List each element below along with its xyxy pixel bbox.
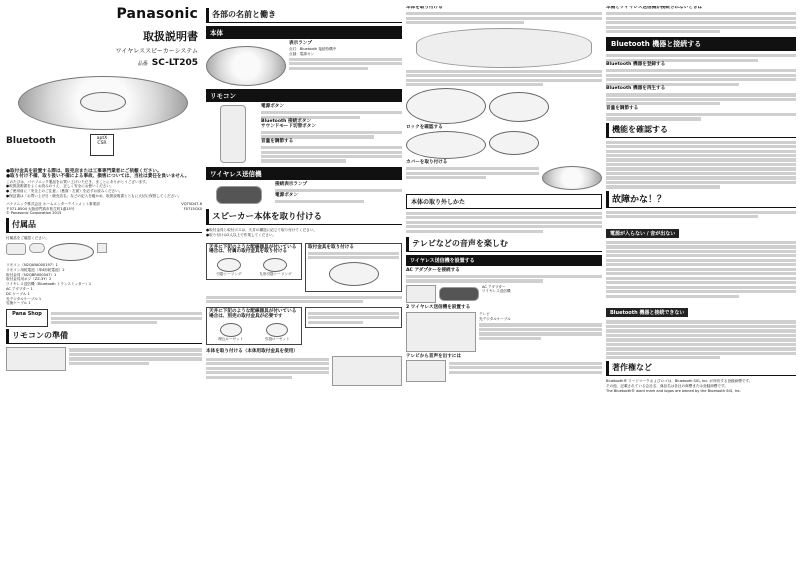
ceiling-fitting-icon bbox=[266, 323, 288, 337]
connection-label: テレビ bbox=[479, 312, 490, 317]
connect-heading: テレビなどの音声を楽しむ bbox=[406, 237, 602, 252]
fitting-type: 引掛ローゼット bbox=[264, 336, 290, 341]
transmitter-icon bbox=[439, 287, 479, 301]
remote-prep-heading: リモコンの準備 bbox=[6, 329, 202, 344]
main-unit-block bbox=[206, 42, 402, 86]
remote-icon bbox=[6, 243, 26, 255]
bt-sub-heading: 本機とワイヤレス送信機が接続されないときは bbox=[606, 6, 703, 10]
accessory-item: 光デジタルケーブル 1 bbox=[6, 296, 42, 301]
company-name: パナソニック株式会社 ホームエンターテインメント事業部 bbox=[6, 201, 100, 206]
tv-audio-heading: テレビから音声を出すには bbox=[406, 354, 462, 360]
main-unit-heading: 本体 bbox=[206, 26, 402, 39]
step-4-title: ロックを確認する bbox=[406, 125, 443, 131]
speaker-install-illustration bbox=[332, 356, 402, 386]
cover-illustration bbox=[542, 166, 602, 190]
remote-label: 電源ボタン bbox=[261, 104, 284, 109]
remote-label: サウンドモード切替ボタン bbox=[261, 123, 316, 129]
accessory-item: リモコン（N2QAYA000197）1 bbox=[6, 262, 58, 267]
install-caution-text bbox=[206, 296, 402, 304]
panashop-logo: Pana Shop bbox=[6, 309, 48, 327]
tv-icon bbox=[406, 360, 446, 382]
notice-5: ●ご使用前に「安全上のご注意」（裏面・左面）を必ずお読みください。 bbox=[6, 189, 123, 194]
connect-sub-heading-1: ワイヤレス送信機を設置する bbox=[406, 255, 602, 266]
copyright-line: その他、記載されている会社名、商品名は各社の商標または登録商標です。 bbox=[606, 384, 728, 389]
install-note: ●取り付けは2人以上で作業してください。 bbox=[206, 232, 277, 237]
accessories-heading: 付属品 bbox=[6, 218, 202, 233]
connect-sub-heading-3: 2 ワイヤレス送信機を設置する bbox=[406, 304, 471, 310]
parts-heading: 各部の名前と働き bbox=[206, 8, 402, 23]
notice-3: このたびは、パナソニック製品をお買い上げいただき、まことにありがとうございます。 bbox=[6, 179, 150, 184]
doc-subtitle: ワイヤレススピーカーシステム bbox=[115, 48, 198, 55]
transmitter-label: 電源ボタン bbox=[275, 192, 298, 198]
alt-box bbox=[305, 307, 402, 328]
panashop-block bbox=[6, 309, 202, 327]
lock-illustrations bbox=[406, 88, 602, 124]
install-note: ●取付金具と取付ボスは、天井の構造に応じて取り付けてください。 bbox=[206, 227, 317, 232]
transmitter-heading: ワイヤレス送信機 bbox=[206, 167, 402, 180]
fitting-type: 埋込ローゼット bbox=[218, 336, 244, 341]
remote-prep-content bbox=[6, 347, 202, 371]
step-2-title: 本体を取り付ける（本体用取付金具を使用） bbox=[206, 348, 298, 354]
notice-6: ●保証書は「お買い上げ日・販売店名」などの記入を確かめ、取扱説明書とともに大切に保管してください。 bbox=[6, 193, 182, 198]
step-5-block bbox=[406, 166, 602, 190]
step-5-title: カバーを取り付ける bbox=[406, 159, 448, 165]
step-2-block bbox=[206, 356, 402, 386]
doc-title: 取扱説明書 bbox=[143, 30, 198, 43]
fitting-type: 引掛シーリング bbox=[216, 272, 242, 277]
connection-label: 光デジタルケーブル bbox=[479, 317, 511, 322]
accessory-item: DC ケーブル 1 bbox=[6, 291, 30, 296]
bt-problem-heading: Bluetooth 機器と接続できない bbox=[606, 308, 688, 317]
brand-logo: Panasonic bbox=[116, 6, 198, 22]
lock-ring-illustration bbox=[406, 88, 486, 124]
copyright-line: The Bluetooth® word mark and logos are owned by the Bluetooth SIG, Inc. bbox=[606, 389, 742, 394]
tv-audio-block bbox=[406, 360, 602, 382]
remote-illustration bbox=[220, 105, 246, 163]
accessory-item: ワイヤレス送信機（Bluetooth トランスミッター）1 bbox=[6, 282, 92, 287]
company-address: 〒571-8504 大阪府門真市松生町1番15号 bbox=[6, 206, 75, 211]
accessory-item: 取付金具（N2QBR000047）1 bbox=[6, 272, 57, 277]
remote-heading: リモコン bbox=[206, 89, 402, 102]
connection-label: AC アダプター bbox=[482, 284, 506, 289]
copyright-heading: 著作権など bbox=[606, 361, 796, 376]
ceiling-fitting-icon bbox=[263, 258, 287, 272]
ceiling-fitting-icon bbox=[220, 323, 242, 337]
trouble-sub-heading: 電源が入らない / 音が出ない bbox=[606, 229, 679, 238]
cover-column bbox=[6, 6, 202, 561]
fitting-warning: 天井に下記のような配線器具が付いている場合は、付属の取付金具を取り付ける bbox=[209, 244, 297, 255]
connect-sub-heading-2: AC アダプターを接続する bbox=[406, 267, 460, 273]
accessory-item: 変換ケーブル 1 bbox=[6, 301, 31, 306]
bt-step-3: 音量を調節する bbox=[606, 105, 639, 111]
model-label: 品番 bbox=[137, 61, 148, 67]
lock-zoom-illustration bbox=[489, 131, 539, 155]
remote-battery-illustration bbox=[6, 347, 66, 371]
copyright-line: Bluetooth® ワードマークおよびロゴは、Bluetooth SIG, Inc. が所有する登録商標です。 bbox=[606, 379, 753, 384]
tv-connection-block bbox=[406, 312, 602, 352]
remote-block bbox=[206, 105, 402, 164]
fitting-box-2 bbox=[206, 307, 302, 344]
bt-step-1: Bluetooth 機器を登録する bbox=[606, 62, 666, 68]
bt-step-2: Bluetooth 機器を再生する bbox=[606, 86, 666, 92]
install-heading: スピーカー本体を取り付ける bbox=[206, 209, 402, 225]
main-unit-label: 表示ランプ bbox=[289, 41, 312, 46]
model-value: SC-LT205 bbox=[151, 58, 198, 68]
bracket-install-illustration bbox=[329, 262, 379, 286]
fitting-type: 丸形引掛シーリング bbox=[259, 272, 292, 277]
install-step-row-1 bbox=[206, 241, 402, 295]
bluetooth-logo: Bluetooth bbox=[6, 136, 56, 146]
notice-4: ●取扱説明書をよくお読みのうえ、正しく安全にお使いください。 bbox=[6, 184, 114, 189]
accessories-note: 付属品をご確認ください。 bbox=[6, 236, 50, 241]
company-block bbox=[6, 202, 202, 216]
fitting-warning: 天井に下記のような配線器具が付いている場合は、別売の取付金具が必要です bbox=[209, 309, 297, 320]
transmitter-label: 接続表示ランプ bbox=[275, 181, 308, 187]
remote-label: Bluetooth 接続ボタン bbox=[261, 119, 312, 125]
speaker-center bbox=[80, 92, 126, 112]
step-3-title: 本体を取り付ける bbox=[406, 6, 443, 10]
feature-heading: 機能を確認する bbox=[606, 123, 796, 138]
model-number bbox=[6, 58, 202, 68]
step-3-block bbox=[406, 11, 602, 26]
ceiling-mount-illustration bbox=[416, 28, 592, 68]
speaker-top-illustration bbox=[206, 46, 286, 86]
accessory-item: リモコン用乾電池（単4形乾電池）2 bbox=[6, 267, 65, 272]
notice-1: ●取付金具を設置する際は、販売店または工事専門業者にご依頼ください。 bbox=[6, 169, 162, 174]
bracket-icon bbox=[48, 243, 94, 261]
lock-check-illustration bbox=[406, 131, 486, 159]
install-column bbox=[406, 6, 602, 561]
accessories-illustrations bbox=[6, 243, 202, 261]
tv-connection-illustration bbox=[406, 312, 476, 352]
parts-column bbox=[206, 6, 402, 561]
transmitter-block bbox=[206, 183, 402, 207]
cover-notices bbox=[6, 170, 202, 199]
battery-icon bbox=[29, 243, 45, 253]
doc-code-1: VQT5D47-6 bbox=[181, 201, 202, 206]
accessory-item: 取付金具用ネジ（ZZ-3Y）2 bbox=[6, 277, 52, 282]
bt-heading: Bluetooth 機器と接続する bbox=[606, 37, 796, 51]
trouble-heading: 故障かな！？ bbox=[606, 191, 796, 208]
install-step-row-2 bbox=[206, 305, 402, 346]
doc-code-2: F0715CK0 bbox=[183, 206, 202, 211]
screw-icon bbox=[97, 243, 107, 253]
adapter-block bbox=[406, 285, 602, 303]
transmitter-illustration bbox=[216, 186, 262, 204]
logo-row bbox=[6, 136, 56, 146]
ceiling-fitting-icon bbox=[217, 258, 241, 272]
main-unit-label: 点滅：電源オン bbox=[289, 51, 315, 56]
remove-heading: 本体の取り外しかた bbox=[406, 194, 602, 209]
ac-adapter-icon bbox=[406, 285, 436, 303]
product-illustration bbox=[6, 72, 202, 168]
fitting-box-1 bbox=[206, 243, 302, 280]
step-1-title: 取付金具を取り付ける bbox=[308, 244, 354, 250]
bluetooth-column bbox=[606, 6, 796, 561]
connection-label: ワイヤレス送信機 bbox=[482, 289, 511, 294]
accessories-list bbox=[6, 263, 202, 306]
accessory-item: AC アダプター 1 bbox=[6, 286, 33, 291]
step-1-box bbox=[305, 243, 402, 293]
copyright: © Panasonic Corporation 2015 bbox=[6, 211, 62, 216]
lock-detail-illustration bbox=[489, 92, 549, 122]
aptx-badge-icon: aptX CSR bbox=[90, 134, 114, 156]
main-unit-label: 点灯：Bluetooth 接続待機中 bbox=[289, 46, 337, 51]
notice-2: ●取り付け不備、取り扱い不備による事故、損害については、当社は責任を負いません。 bbox=[6, 173, 190, 179]
remote-label: 音量を調節する bbox=[261, 138, 294, 144]
step-4-block bbox=[406, 131, 602, 159]
